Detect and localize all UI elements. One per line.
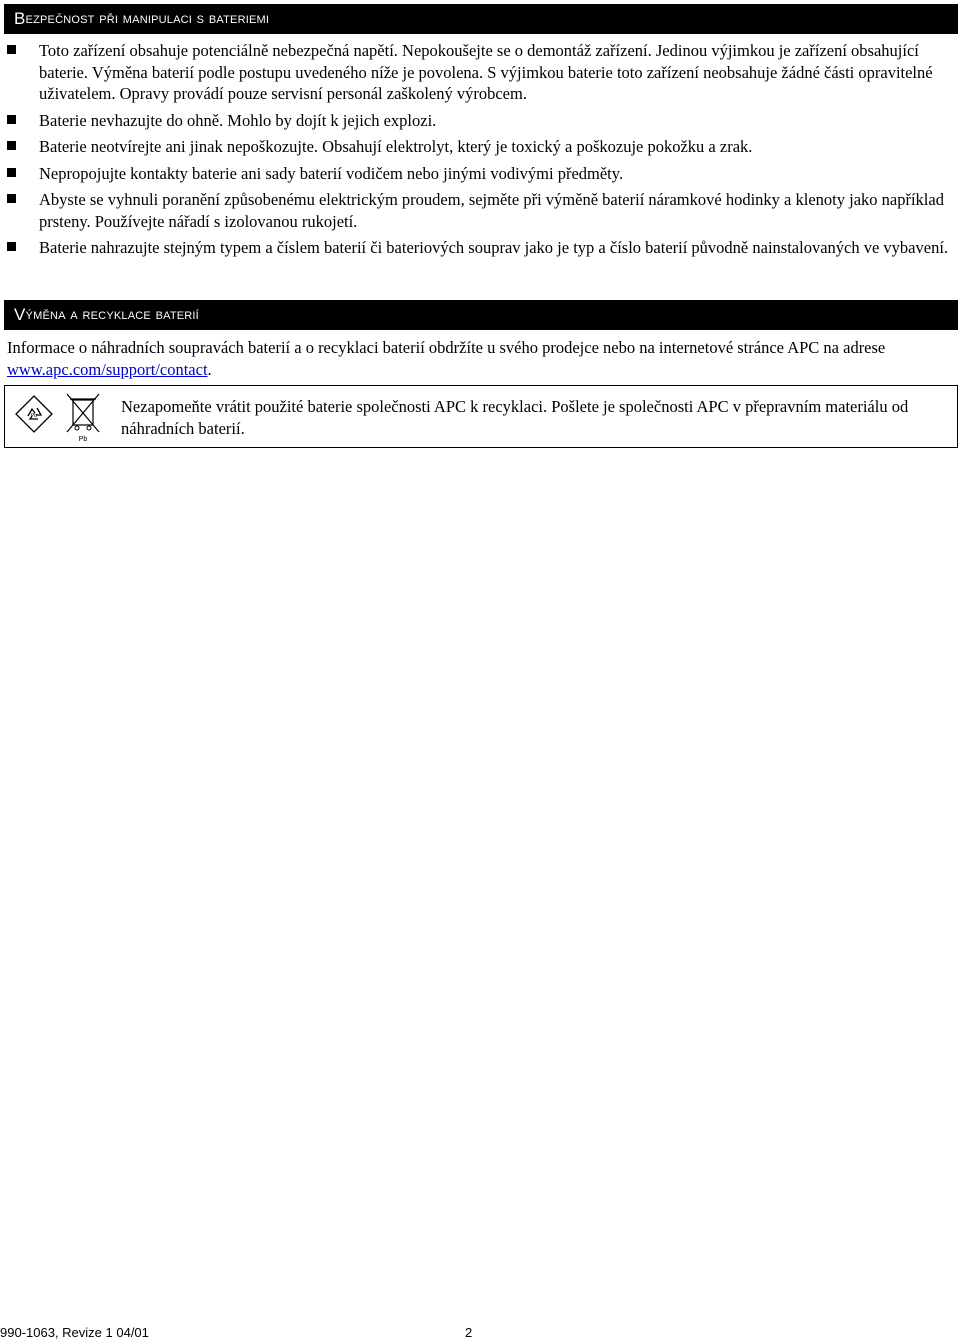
heading-text: ýměna a recyklace baterií [25, 306, 199, 323]
recycle-pb-label: Pb [30, 413, 38, 419]
list-item [0, 40, 950, 105]
document-number: 990-1063, Revize 1 04/01 [0, 1325, 149, 1340]
section-heading-battery-safety [4, 4, 958, 34]
list-item-text: Abyste se vyhnuli poranění způsobenému elektrickým proudem, sejměte při výměně baterií náramkové hodinky a klenoty jako například prsteny. Používejte nářadí s izolovanou rukojetí. [39, 190, 944, 231]
recycle-instruction-text: Nezapomeňte vrátit použité baterie společnosti APC k recyklaci. Pošlete je společnosti APC v přepravním materiálu od náhradních baterií. [121, 397, 909, 438]
bullet-square-icon [7, 242, 16, 251]
heading-initial: B [14, 9, 26, 28]
list-item-text: Baterie nevhazujte do ohně. Mohlo by dojít k jejich explozi. [39, 110, 437, 130]
list-item-text: Nepropojujte kontakty baterie ani sady baterií vodičem nebo jinými vodivými předměty. [39, 163, 624, 183]
list-item [0, 136, 950, 158]
list-item [0, 237, 950, 259]
list-item-text: Baterie neotvírejte ani jinak nepoškozujte. Obsahují elektrolyt, který je toxický a poškozuje pokožku a zrak. [39, 137, 753, 156]
page-number: 2 [465, 1325, 473, 1340]
intro-text: Informace o náhradních soupravách baterií a o recyklaci baterií obdržíte u svého prodejce nebo na internetové stránce APC na adrese [7, 338, 886, 357]
bin-pb-label: Pb [78, 436, 88, 443]
support-contact-link[interactable]: www.apc.com/support/contact [7, 359, 208, 379]
heading-text: ezpečnost při manipulaci s bateriemi [25, 10, 270, 27]
list-item [0, 163, 950, 185]
recycling-pb-icon [14, 394, 54, 434]
intro-paragraph [7, 337, 952, 380]
list-item-text: Baterie nahrazujte stejným typem a číslem baterií či bateriových souprav jako je typ a číslo baterií původně nainstalovaných ve vybavení. [39, 238, 949, 257]
intro-end: . [207, 359, 212, 379]
bullet-square-icon [7, 168, 16, 177]
list-item [0, 189, 950, 232]
list-item-text: Toto zařízení obsahuje potenciálně nebezpečná napětí. Nepokoušejte se o demontáž zařízení. Jedinou výjimkou je zařízení obsahující baterie. Výměna baterií podle postupu uvedeného níže je povolena. S výjimkou baterie toto zařízení neobsahuje žádné části opravitelné uživatelem. Opravy provádí pouze servisní personál zaškolený výrobcem. [39, 41, 933, 103]
crossed-bin-icon [61, 391, 105, 443]
bullet-square-icon [7, 45, 16, 54]
bullet-square-icon [7, 194, 16, 203]
bullet-square-icon [7, 141, 16, 150]
section-heading-replacement-recycling [4, 300, 958, 330]
list-item [0, 110, 950, 132]
recycle-notice-box [4, 385, 958, 448]
heading-initial: V [14, 305, 26, 324]
safety-list [0, 40, 950, 264]
bullet-square-icon [7, 115, 16, 124]
